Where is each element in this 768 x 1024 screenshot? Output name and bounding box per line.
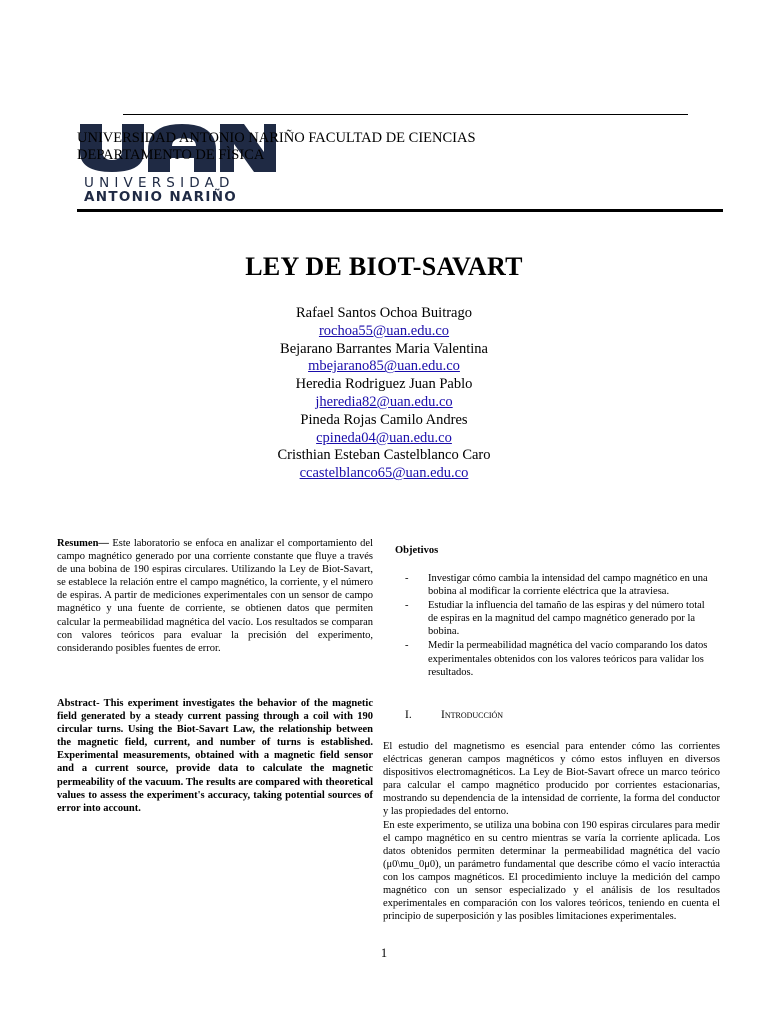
author-email-link[interactable]: cpineda04@uan.edu.co: [316, 429, 452, 446]
author-name: Heredia Rodriguez Juan Pablo: [295, 376, 473, 393]
author-name: Pineda Rojas Camilo Andres: [300, 411, 468, 428]
author-email-link[interactable]: rochoa55@uan.edu.co: [318, 322, 450, 339]
resumen-paragraph: [57, 537, 373, 655]
intro-paragraph: En este experimento, se utiliza una bobina con 190 espiras circulares para medir el campo magnético en su centro mientras se varía la corriente aplicada. Los datos obtenidos permiten determinar la permeabilidad magnética del vacío (μ0\mu_0μ0), un parámetro fundamental que describe cómo el vacío interactúa con los campos magnéticos. El procedimiento incluye la medición del campo magnético con un sensor especializado y el análisis de los resultados experimentales en comparación con los valores teóricos, teniendo en cuenta el principio de superposición y las posibles limitaciones experimentales.: [383, 819, 720, 923]
author-name: Bejarano Barrantes Maria Valentina: [280, 340, 488, 357]
paper-title: LEY DE BIOT-SAVART: [245, 252, 523, 281]
header-top-rule: [123, 114, 688, 115]
objetivos-list: [400, 572, 712, 680]
section-number: I.: [405, 709, 412, 721]
institution-line-2: DEPARTAMENTO DE FÌSICA: [77, 147, 265, 163]
author-block: [234, 305, 534, 483]
objetivo-text: Investigar cómo cambia la intensidad del campo magnético en una bobina al modificar la corriente eléctrica que la atraviesa.: [428, 573, 708, 598]
logo-word-universidad: UNIVERSIDAD: [84, 175, 235, 191]
introduccion-body: [383, 740, 720, 923]
institution-line-1: UNIVERSIDAD ANTONIO NARIÑO FACULTAD DE CIENCIAS: [77, 130, 476, 146]
resumen-label: Resumen—: [57, 538, 109, 549]
author-email-link[interactable]: jheredia82@uan.edu.co: [315, 393, 453, 410]
list-item: [400, 572, 712, 598]
header-bottom-rule: [77, 209, 723, 212]
institution-header: [77, 130, 476, 164]
logo-word-antonio-narino: ANTONIO NARIÑO: [84, 189, 238, 205]
section-title: Introducción: [441, 709, 504, 721]
section-heading-introduccion: [405, 709, 503, 721]
list-item: [400, 639, 712, 678]
intro-paragraph: El estudio del magnetismo es esencial para entender cómo las corrientes eléctricas generan campos magnéticos y cómo estos influyen en diversos dispositivos electromagnéticos. La Ley de Biot-Savart ofrece un marco teórico para calcular el campo magnético producido por corrientes estacionarias, mostrando su dependencia de la intensidad de corriente, la forma del conductor y las propiedades del entorno.: [383, 741, 720, 818]
list-item: [400, 599, 712, 638]
resumen-text: Este laboratorio se enfoca en analizar el comportamiento del campo magnético generado por una corriente constante que fluye a través de una bobina de 190 espiras circulares. Utilizando la Ley de Biot-Savart, se establece la relación entre el campo magnético, la corriente, y el número de espiras. A partir de mediciones experimentales con un sensor de campo magnético y una fuente de corriente, se obtienen datos que permiten calcular la permeabilidad magnética del vacío. Los resultados se comparan con valores teóricos para evaluar la precisión del experimento, considerando posibles fuentes de error.: [57, 538, 373, 654]
author-email-link[interactable]: ccastelblanco65@uan.edu.co: [299, 465, 469, 482]
author-name: Cristhian Esteban Castelblanco Caro: [277, 447, 491, 464]
abstract-paragraph: Abstract- This experiment investigates the behavior of the magnetic field generated by a steady current passing through a coil with 190 circular turns. Using the Biot-Savart Law, the relationship between the magnetic field, current, and number of turns is established. Experimental measurements, obtained with a magnetic field sensor and a current source, provide data to calculate the magnetic permeability of the vacuum. The results are compared with theoretical values to assess the experiment's accuracy, taking potential sources of error into account.: [57, 698, 373, 814]
objetivos-heading: Objetivos: [395, 545, 439, 556]
author-name: Rafael Santos Ochoa Buitrago: [296, 305, 472, 321]
bullet-dash: -: [405, 600, 409, 612]
objetivo-text: Medir la permeabilidad magnética del vacío comparando los datos experimentales obtenidos con los valores teóricos para validar los resultados.: [428, 640, 708, 678]
objetivo-text: Estudiar la influencia del tamaño de las espiras y del número total de espiras en la magnitud del campo magnético generado por la bobina.: [428, 600, 705, 638]
author-email-link[interactable]: mbejarano85@uan.edu.co: [308, 358, 460, 375]
page-number: 1: [380, 946, 388, 960]
bullet-dash: -: [405, 573, 409, 584]
bullet-dash: -: [405, 640, 409, 652]
